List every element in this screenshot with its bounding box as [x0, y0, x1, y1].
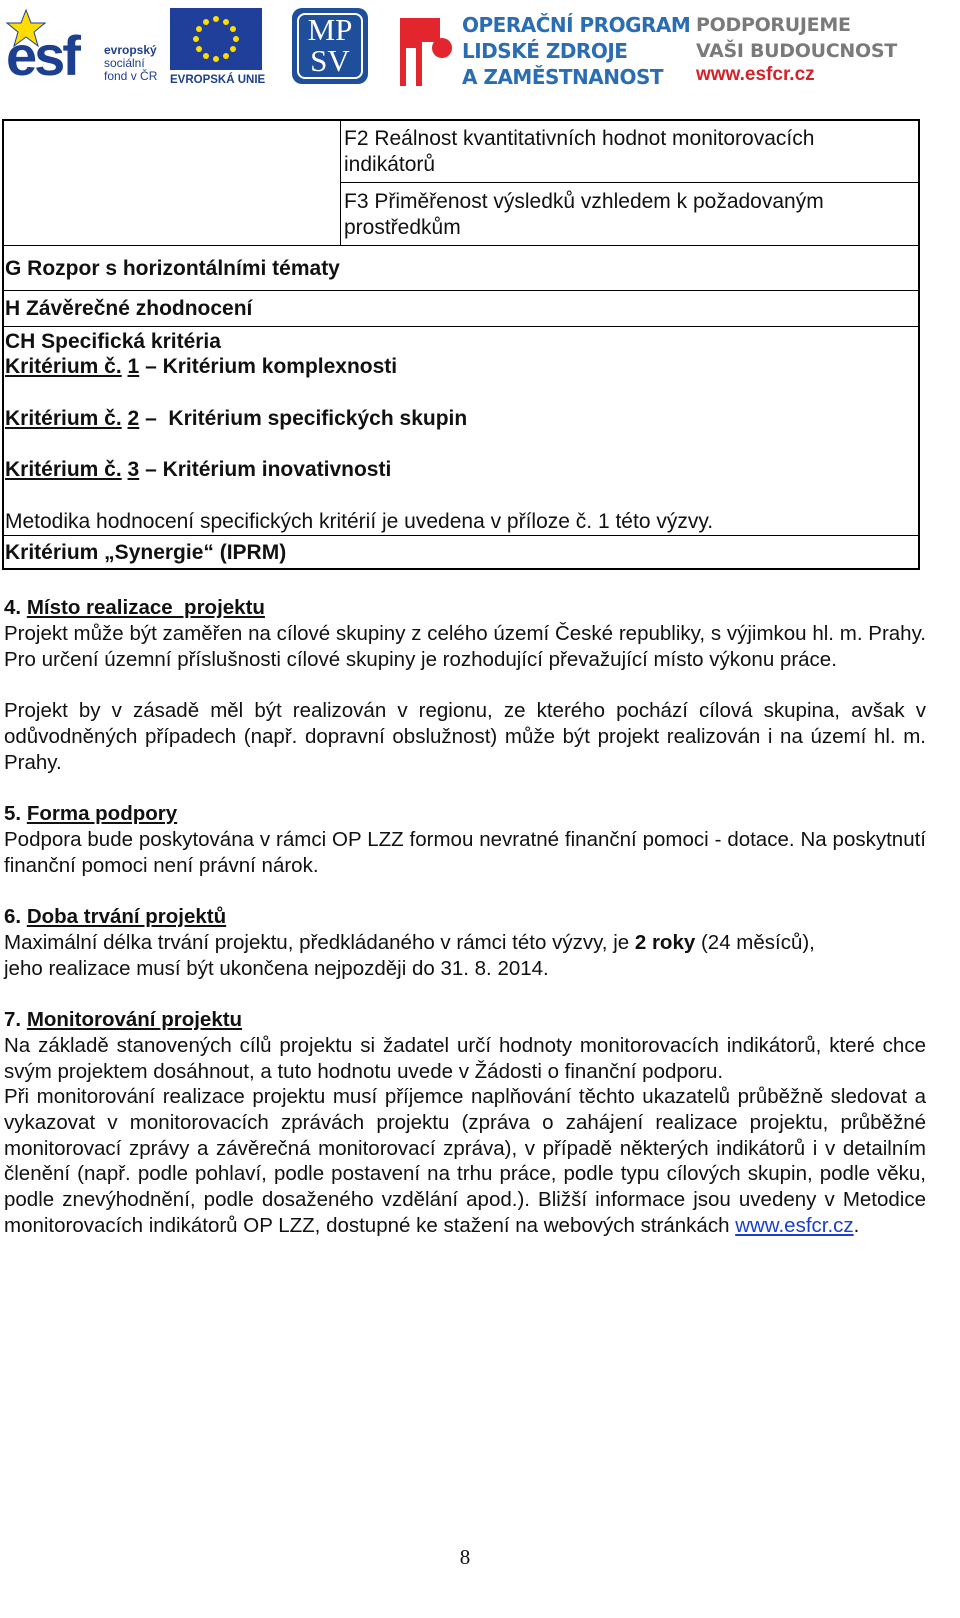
op-line-3: A ZAMĚSTNANOST [462, 65, 664, 89]
section-6-heading [4, 904, 226, 930]
mpsv-line-1: MP [307, 12, 353, 47]
section-7-end: . [853, 1213, 860, 1237]
criterion-g: G Rozpor s horizontálními tématy [5, 257, 340, 280]
esfcr-link[interactable]: www.esfcr.cz [735, 1213, 854, 1237]
section-7-text: Při monitorování realizace projektu musí příjemce naplňování těchto ukazatelů průběžně sledovat a vykazovat v monitorovacích zprávách projektu (zpráva o zahájení realizace projektu, průběžné monitorovací zprávy a závěrečná monitorovací zpráva), v případě některých indikátorů i v detailním členění (např. podle pohlaví, podle postavení na trhu práce, podle typu cílových skupin, podle věku, podle znevýhodnění, podle dosaženého vzdělání apod.). Bližší informace jsou uvedeny v Metodice monitorovacích indikátorů OP LZZ, dostupné ke stažení na webových stránkách [4, 1085, 926, 1237]
section-6-text-d: jeho realizace musí být ukončena nejpozději do 31. 8. 2014. [4, 956, 549, 980]
section-7-heading [4, 1007, 242, 1033]
esf-line-2: sociální [104, 56, 145, 70]
eu-label: EVROPSKÁ UNIE [170, 74, 266, 86]
esf-line-3: fond v ČR [104, 69, 158, 83]
table-row-line-f2 [341, 182, 919, 183]
metodika-note: Metodika hodnocení specifických kritérií je uvedena v příloze č. 1 této výzvy. [5, 510, 714, 533]
kriterium-2-rest: – Kritérium specifických skupin [139, 407, 468, 430]
section-6-text-a: Maximální délka trvání projektu, předkládaného v rámci této výzvy, je [4, 931, 635, 954]
section-5-title: Forma podpory [26, 802, 178, 825]
section-5-paragraph-1: Podpora bude poskytována v rámci OP LZZ formou nevratné finanční pomoci - dotace. Na poskytnutí finanční pomoci není právní nárok. [4, 828, 926, 877]
section-4-paragraph-1: Projekt může být zaměřen na cílové skupiny z celého území České republiky, s výjimkou hl. m. Prahy. Pro určení územní příslušnosti cílové skupiny je rozhodující převažující místo výkonu práce. [4, 622, 926, 671]
kriterium-synergie: Kritérium „Synergie“ (IPRM) [5, 541, 287, 564]
section-6-paragraph-1 [4, 930, 926, 982]
table-row-line-h [2, 326, 920, 327]
criterion-ch: CH Specifická kritéria [5, 330, 221, 353]
esf-mark: esf [6, 24, 78, 87]
criterion-f3: F3 Přiměřenost výsledků vzhledem k požadovaným prostředkům [344, 190, 824, 239]
table-row-line-f3 [2, 245, 920, 246]
criterion-f2: F2 Reálnost kvantitativních hodnot monitorovacích indikátorů [344, 127, 815, 176]
section-4-title: Místo realizace projektu [26, 596, 265, 619]
table-border-bottom [2, 568, 920, 570]
table-border-left [2, 119, 4, 570]
section-6-text-c: (24 měsíců), [695, 931, 815, 954]
op-line-2: LIDSKÉ ZDROJE [462, 39, 628, 63]
criteria-table [0, 0, 960, 580]
kriterium-3-label: Kritérium č. [5, 458, 122, 481]
kriterium-3-num: 3 [127, 458, 140, 481]
table-row-line-metodika [2, 535, 920, 536]
table-border-right [918, 119, 920, 570]
kriterium-2 [5, 406, 467, 432]
op-line-1: OPERAČNÍ PROGRAM [462, 13, 691, 37]
kriterium-1-label: Kritérium č. [5, 355, 122, 378]
kriterium-3 [5, 457, 391, 483]
slogan-line-2: VAŠI BUDOUCNOST [696, 40, 897, 62]
slogan-line-1: PODPORUJEME [696, 14, 851, 36]
section-4-heading [4, 595, 265, 621]
slogan-url: www.esfcr.cz [696, 64, 815, 85]
esf-line-1: evropský [104, 43, 157, 57]
table-row-line-g [2, 290, 920, 291]
section-4-paragraph-2: Projekt by v zásadě měl být realizován v regionu, ze kterého pochází cílová skupina, avšak v odůvodněných případech (např. dopravní obslužnost) může být projekt realizován i na území hl. m. Prahy. [4, 699, 926, 774]
section-7-title: Monitorování projektu [26, 1008, 243, 1031]
section-5-number: 5. [4, 802, 22, 825]
kriterium-2-num: 2 [127, 407, 140, 430]
section-4-number: 4. [4, 596, 22, 619]
kriterium-1 [5, 354, 397, 380]
kriterium-1-rest: – Kritérium komplexnosti [139, 355, 398, 378]
section-5-heading [4, 801, 177, 827]
section-6-title: Doba trvání projektů [26, 905, 227, 928]
section-6-number: 6. [4, 905, 22, 928]
mpsv-line-2: SV [310, 43, 350, 78]
kriterium-3-rest: – Kritérium inovativnosti [139, 458, 392, 481]
page-number: 8 [459, 1545, 471, 1569]
kriterium-1-num: 1 [127, 355, 140, 378]
section-7-paragraph-1: Na základě stanovených cílů projektu si žadatel určí hodnoty monitorovacích indikátorů, které chce svým projektem dosáhnout, a tuto hodnotu uvede v Žádosti o finanční podporu. [4, 1034, 926, 1083]
section-7-paragraph-2 [4, 1084, 926, 1239]
section-7-number: 7. [4, 1008, 22, 1031]
section-6-duration: 2 roky [634, 931, 696, 954]
kriterium-2-label: Kritérium č. [5, 407, 122, 430]
table-border-top [2, 119, 920, 121]
criterion-h: H Závěrečné zhodnocení [5, 297, 253, 320]
